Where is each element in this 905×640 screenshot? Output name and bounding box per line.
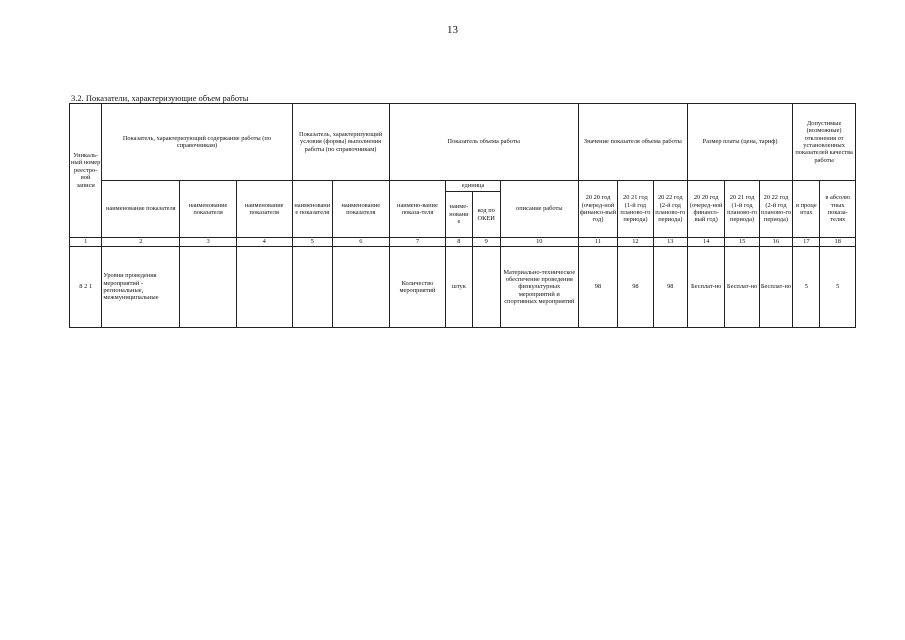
header-conditions-name-1: наименование показателя (292, 181, 332, 238)
column-number: 2 (102, 238, 180, 247)
header-content-name-2: наименование показателя (180, 181, 237, 238)
cell-okei-code (472, 247, 500, 328)
column-number: 1 (70, 238, 102, 247)
header-content-name-3: наименование показателя (236, 181, 292, 238)
column-number: 12 (618, 238, 653, 247)
cell-empty (180, 247, 237, 328)
column-number: 8 (446, 238, 472, 247)
header-unit: единица (446, 181, 501, 192)
column-number: 9 (472, 238, 500, 247)
header-value-2021: 20 21 год (1-й год планово-го периода) (618, 181, 653, 238)
table-row (70, 247, 856, 328)
cell-fee-2022: Бесплат-но (759, 247, 792, 328)
cell-value-2022: 98 (653, 247, 687, 328)
column-number: 4 (236, 238, 292, 247)
column-number: 3 (180, 238, 237, 247)
header-dev-absolute: в абсолю тных показа-телях (820, 181, 856, 238)
column-number: 7 (389, 238, 446, 247)
header-dev-percent: в проце нтах (793, 181, 820, 238)
column-number: 5 (292, 238, 332, 247)
cell-empty (332, 247, 389, 328)
cell-empty (292, 247, 332, 328)
header-fee-2020: 20 20 год (очеред-ной финансо-вый год) (687, 181, 724, 238)
cell-dev-absolute: 5 (820, 247, 856, 328)
cell-value-2020: 98 (578, 247, 617, 328)
column-number: 17 (793, 238, 820, 247)
column-number: 6 (332, 238, 389, 247)
column-number: 13 (653, 238, 687, 247)
header-value-2020: 20 20 год (очеред-ной финансо-вый год) (578, 181, 617, 238)
header-content-name-1: наименование показателя (102, 181, 180, 238)
header-volume-name: наимено-вание показа-теля (389, 181, 446, 238)
cell-value-2021: 98 (618, 247, 653, 328)
column-number: 11 (578, 238, 617, 247)
cell-volume-name: Количество мероприятий (389, 247, 446, 328)
header-volume-indicator: Показатель объема работы (389, 104, 578, 181)
header-fee-size: Размер платы (цена, тариф) (687, 104, 792, 181)
header-volume-values: Значение показателя объема работы (578, 104, 687, 181)
cell-fee-2021: Бесплат-но (725, 247, 759, 328)
header-content-indicator: Показатель, характеризующий содержание работы (по справочникам) (102, 104, 292, 181)
header-unique-number: Уникаль-ный номер реестро-вой записи (70, 104, 102, 238)
column-number: 15 (725, 238, 759, 247)
header-value-2022: 20 22 год (2-й год планово-го периода) (653, 181, 687, 238)
cell-dev-percent: 5 (793, 247, 820, 328)
column-number: 18 (820, 238, 856, 247)
cell-description: Материально-техническое обеспечение проведения физкультурных мероприятий и спортивных мероприятий (500, 247, 578, 328)
header-conditions-indicator: Показатель, характеризующий условия (формы) выполнения работы (по справочникам) (292, 104, 389, 181)
header-unit-name: наиме-новани е (446, 192, 472, 238)
cell-unique-number: 8 2 1 (70, 247, 102, 328)
header-fee-2021: 20 21 год (1-й год планово-го периода) (725, 181, 759, 238)
cell-unit-name: штук (446, 247, 472, 328)
column-number: 14 (687, 238, 724, 247)
page-number: 13 (447, 24, 458, 36)
section-title: 3.2. Показатели, характеризующие объем работы (71, 93, 249, 103)
cell-fee-2020: Бесплат-но (687, 247, 724, 328)
header-deviations: Допустимые (возможные) отклонения от установленных показателей качества работы (793, 104, 856, 181)
header-okei-code: код по ОКЕИ (472, 192, 500, 238)
header-conditions-name-2: наименование показателя (332, 181, 389, 238)
column-number: 10 (500, 238, 578, 247)
header-fee-2022: 20 22 год (2-й год планово-го периода) (759, 181, 792, 238)
cell-content-name: Уровни проведения мероприятий - региональные, межмуниципальные (102, 247, 180, 328)
cell-empty (236, 247, 292, 328)
column-number: 16 (759, 238, 792, 247)
header-work-description: описание работы (500, 181, 578, 238)
volume-indicators-table (69, 103, 856, 328)
